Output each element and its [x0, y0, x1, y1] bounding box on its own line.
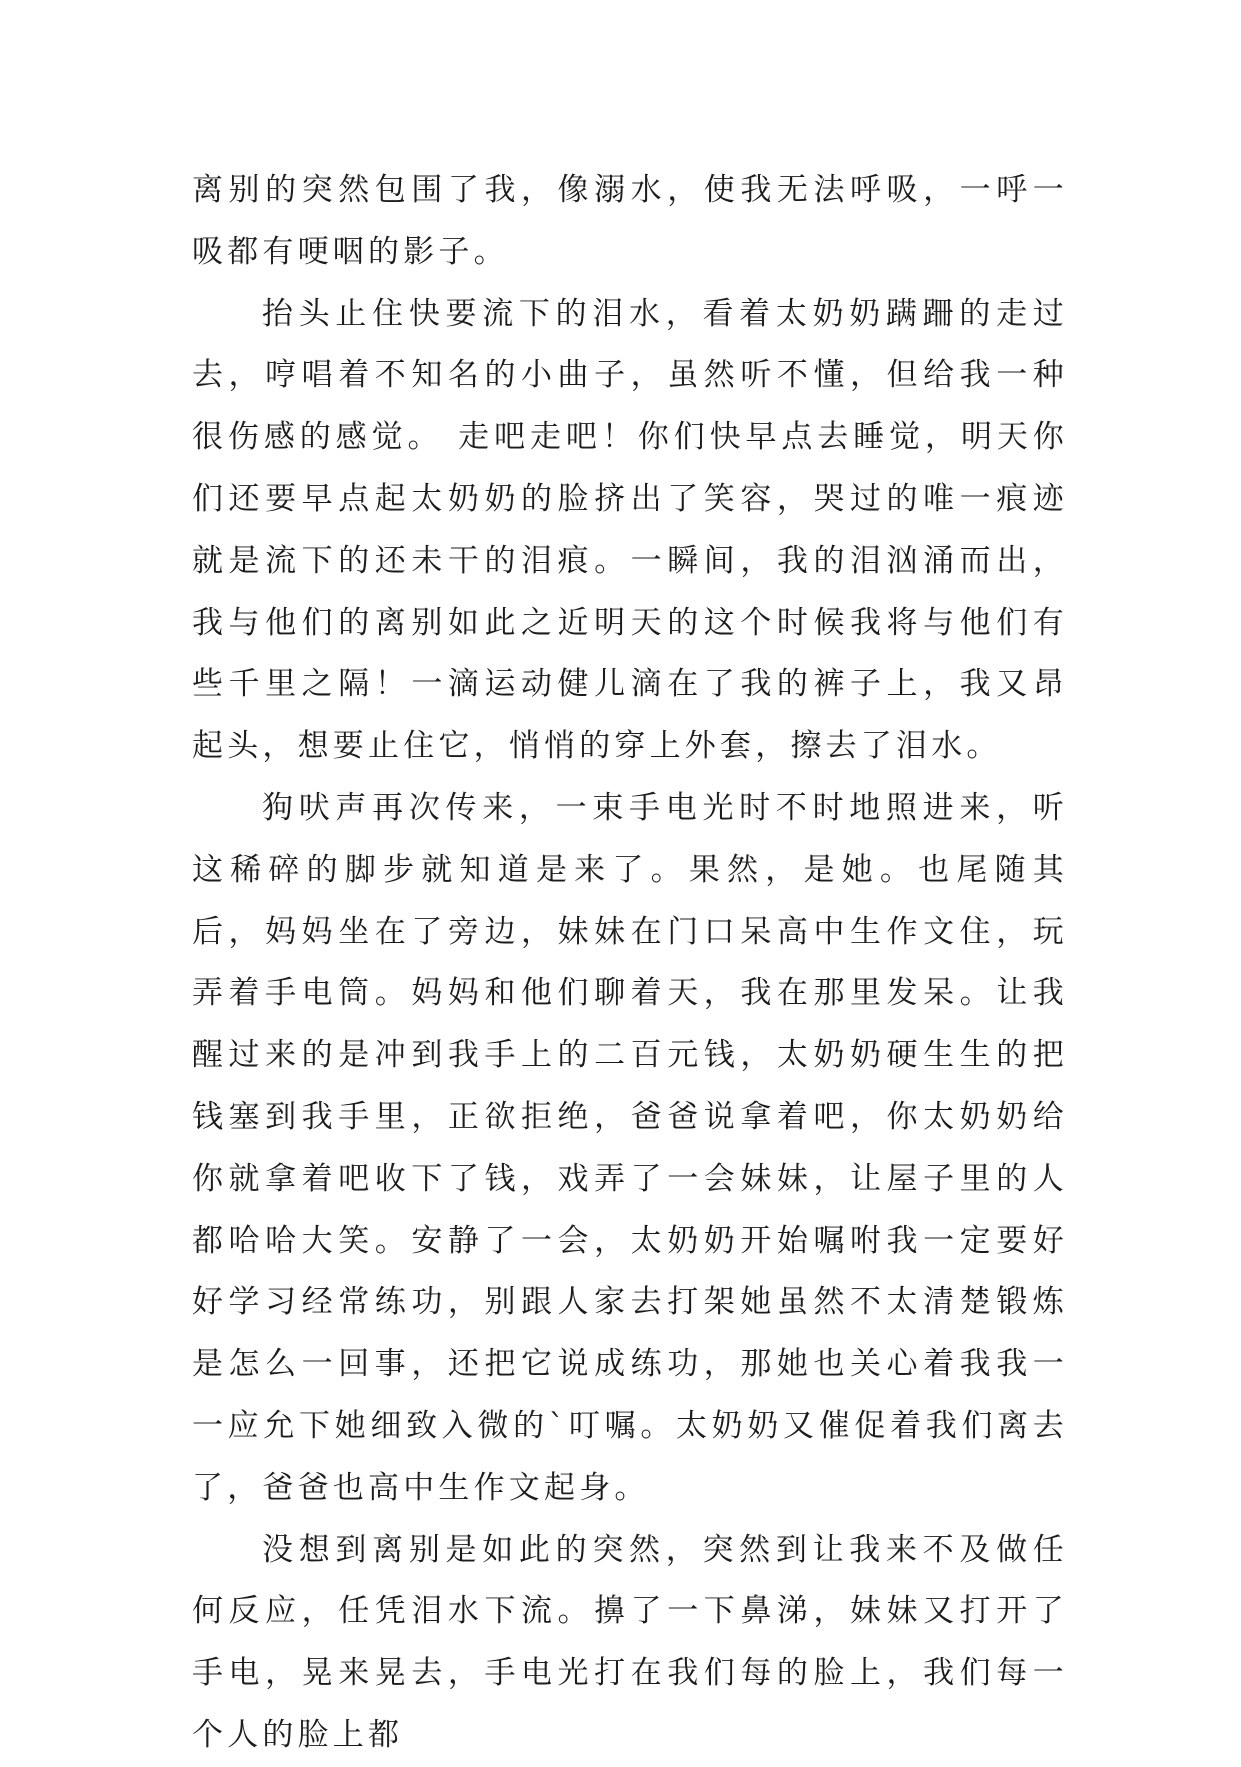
paragraph-4: 没想到离别是如此的突然，突然到让我来不及做任何反应，任凭泪水下流。擤了一下鼻涕，妹妹又打开了手电，晃来晃去，手电光打在我们每的脸上，我们每一个人的脸上都: [192, 1531, 1068, 1753]
paragraph-3: 狗吠声再次传来，一束手电光时不时地照进来，听这稀碎的脚步就知道是来了。果然，是她。也尾随其后，妈妈坐在了旁边，妹妹在门口呆高中生作文住，玩弄着手电筒。妈妈和他们聊着天，我在那里发呆。让我醒过来的是冲到我手上的二百元钱，太奶奶硬生生的把钱塞到我手里，正欲拒绝，爸爸说拿着吧，你太奶奶给你就拿着吧收下了钱，戏弄了一会妹妹，让屋子里的人都哈哈大笑。安静了一会，太奶奶开始嘱咐我一定要好好学习经常练功，别跟人家去打架她虽然不太清楚锻炼是怎么一回事，还把它说成练功，那她也关心着我我一一应允下她细致入微的`叮嘱。太奶奶又催促着我们离去了，爸爸也高中生作文起身。: [192, 789, 1068, 1506]
paragraph-2: 抬头止住快要流下的泪水，看着太奶奶蹒跚的走过去，哼唱着不知名的小曲子，虽然听不懂，但给我一种很伤感的感觉。 走吧走吧！你们快早点去睡觉，明天你们还要早点起太奶奶的脸挤出了笑容，哭过的唯一痕迹就是流下的还未干的泪痕。一瞬间，我的泪汹涌而出，我与他们的离别如此之近明天的这个时候我将与他们有些千里之隔！一滴运动健儿滴在了我的裤子上，我又昂起头，想要止住它，悄悄的穿上外套，擦去了泪水。: [192, 295, 1068, 765]
paragraph-1: 离别的突然包围了我，像溺水，使我无法呼吸，一呼一吸都有哽咽的影子。: [192, 172, 1068, 270]
document-body: [192, 160, 1068, 1767]
